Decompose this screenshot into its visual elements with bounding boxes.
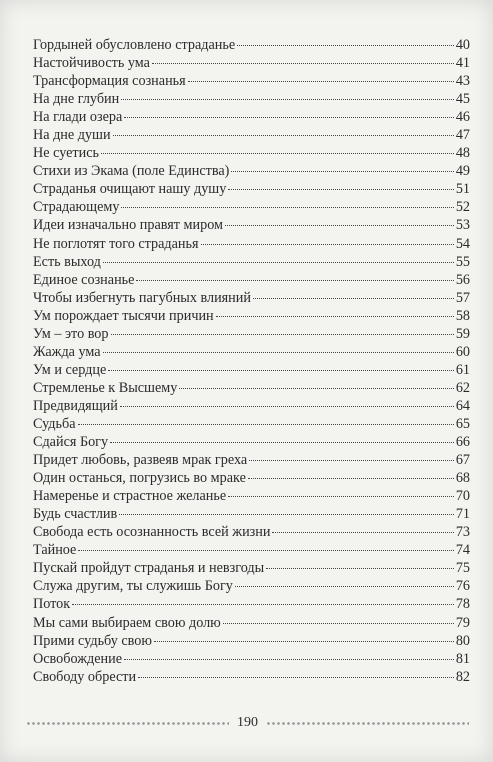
toc-page-number: 46	[455, 109, 470, 126]
toc-entry	[33, 398, 470, 416]
dot-leader	[120, 406, 454, 407]
dot-leader	[231, 171, 453, 172]
toc-title: Гордыней обусловлено страданье	[33, 37, 236, 53]
toc-title: Предвидящий	[33, 397, 118, 414]
dot-leader	[124, 117, 454, 118]
dot-leader	[179, 388, 453, 389]
toc-entry	[33, 326, 470, 344]
dot-leader	[248, 478, 454, 479]
toc-page-number: 68	[455, 470, 470, 487]
dot-leader	[111, 334, 454, 335]
dot-leader	[108, 370, 454, 371]
toc-page-number: 59	[455, 325, 470, 342]
toc-page-number: 47	[455, 127, 470, 144]
dot-leader	[152, 63, 454, 64]
toc-entry	[33, 37, 470, 55]
toc-page-number: 76	[455, 578, 470, 595]
toc-entry	[33, 633, 470, 651]
toc-title: На глади озера	[33, 109, 123, 126]
toc-title: Трансформация сознанья	[33, 73, 186, 90]
toc-entry	[33, 308, 470, 326]
toc-title: Есть выход	[33, 253, 101, 270]
toc-page-number: 81	[455, 650, 470, 667]
toc-entry	[33, 217, 470, 235]
toc-title: Страданья очищают нашу душу	[33, 181, 227, 198]
toc-page-number: 60	[455, 343, 470, 360]
toc-title: Мы сами выбираем свою долю	[33, 614, 221, 631]
toc-page-number: 73	[455, 524, 470, 541]
toc-title: Стремленье к Высшему	[33, 379, 178, 396]
toc-page-number: 56	[455, 271, 470, 288]
page-number: 190	[237, 715, 258, 730]
toc-title: Единое сознанье	[33, 271, 135, 288]
toc-entry	[33, 272, 470, 290]
toc-entry	[33, 127, 470, 145]
toc-title: Служа другим, ты служишь Богу	[33, 578, 233, 595]
toc-entry	[33, 55, 470, 73]
toc-title: На дне глубин	[33, 91, 120, 108]
toc-page-number: 54	[455, 235, 470, 252]
toc-title: Чтобы избегнуть пагубных влияний	[33, 289, 251, 306]
dot-leader	[154, 641, 454, 642]
dot-leader	[188, 81, 454, 82]
dot-leader	[235, 586, 454, 587]
dot-leader	[78, 424, 454, 425]
toc-entry	[33, 362, 470, 380]
toc-page-number: 71	[455, 506, 470, 523]
dot-leader	[228, 496, 454, 497]
toc-entry	[33, 578, 470, 596]
toc-page-number: 41	[455, 55, 470, 72]
toc-title: Судьба	[33, 415, 76, 432]
toc-title: Сдайся Богу	[33, 434, 109, 451]
toc-entry	[33, 452, 470, 470]
dot-leader	[249, 460, 454, 461]
dot-leader	[113, 135, 454, 136]
dot-leader	[121, 207, 453, 208]
toc-page-number: 78	[455, 596, 470, 613]
dot-leader	[101, 153, 454, 154]
toc-title: Прими судьбу свою	[33, 632, 152, 649]
toc-title: Ум порождает тысячи причин	[33, 307, 214, 324]
dot-leader	[124, 659, 454, 660]
toc-page-number: 51	[455, 181, 470, 198]
toc-entry	[33, 669, 470, 687]
toc-page-number: 52	[455, 199, 470, 216]
toc-entry	[33, 651, 470, 669]
toc-entry	[33, 199, 470, 217]
toc-page-number: 75	[455, 560, 470, 577]
toc-page-number: 61	[455, 361, 470, 378]
toc-title: Ум и сердце	[33, 361, 107, 378]
ornament-right	[266, 722, 469, 725]
toc-entry	[33, 434, 470, 452]
dot-leader	[78, 550, 453, 551]
toc-title: Не поглотят того страданья	[33, 235, 199, 252]
toc-title: Будь счастлив	[33, 506, 118, 523]
toc-page-number: 62	[455, 379, 470, 396]
dot-leader	[253, 298, 454, 299]
toc-title: Свобода есть осознанность всей жизни	[33, 524, 271, 541]
toc-entry	[33, 163, 470, 181]
dot-leader	[237, 45, 454, 46]
toc-title: Жажда ума	[33, 343, 101, 360]
dot-leader	[228, 189, 454, 190]
toc-page-number: 45	[455, 91, 470, 108]
toc-entry	[33, 254, 470, 272]
toc-title: Не суетись	[33, 145, 99, 162]
toc-entry	[33, 488, 470, 506]
toc-title: Тайное	[33, 542, 77, 559]
toc-page-number: 79	[455, 614, 470, 631]
page-footer	[26, 713, 469, 733]
toc-title: Намеренье и страстное желанье	[33, 488, 227, 505]
toc-page-number: 58	[455, 307, 470, 324]
dot-leader	[72, 604, 454, 605]
dot-leader	[103, 262, 454, 263]
toc-entry	[33, 344, 470, 362]
toc-entry	[33, 91, 470, 109]
toc-title: Освобождение	[33, 650, 122, 667]
toc-page-number: 82	[455, 668, 470, 685]
toc-entry	[33, 290, 470, 308]
table-of-contents	[33, 37, 470, 687]
dot-leader	[223, 623, 454, 624]
toc-page-number: 74	[455, 542, 470, 559]
ornament-left	[26, 722, 229, 725]
toc-title: Пускай пройдут страданья и невзгоды	[33, 560, 265, 577]
toc-title: На дне души	[33, 127, 111, 144]
dot-leader	[138, 677, 454, 678]
toc-page-number: 57	[455, 289, 470, 306]
dot-leader	[119, 514, 454, 515]
dot-leader	[110, 442, 454, 443]
toc-title: Страдающему	[33, 199, 120, 216]
dot-leader	[266, 568, 454, 569]
toc-page-number: 64	[455, 397, 470, 414]
toc-entry	[33, 73, 470, 91]
toc-page-number: 70	[455, 488, 470, 505]
toc-title: Поток	[33, 596, 71, 613]
dot-leader	[136, 280, 453, 281]
toc-entry	[33, 380, 470, 398]
dot-leader	[103, 352, 454, 353]
toc-entry	[33, 524, 470, 542]
toc-page-number: 65	[455, 415, 470, 432]
toc-title: Придет любовь, развеяв мрак греха	[33, 452, 248, 469]
toc-entry	[33, 236, 470, 254]
toc-title: Идеи изначально правят миром	[33, 217, 223, 234]
toc-entry	[33, 145, 470, 163]
toc-page-number: 40	[455, 37, 470, 53]
dot-leader	[201, 244, 454, 245]
toc-page-number: 55	[455, 253, 470, 270]
dot-leader	[121, 99, 454, 100]
dot-leader	[216, 316, 454, 317]
toc-page-number: 48	[455, 145, 470, 162]
toc-page-number: 43	[455, 73, 470, 90]
toc-title: Настойчивость ума	[33, 55, 150, 72]
toc-page-number: 49	[455, 163, 470, 180]
toc-page-number: 66	[455, 434, 470, 451]
toc-entry	[33, 542, 470, 560]
toc-title: Один останься, погрузись во мраке	[33, 470, 246, 487]
toc-entry	[33, 181, 470, 199]
dot-leader	[272, 532, 453, 533]
toc-entry	[33, 109, 470, 127]
toc-entry	[33, 596, 470, 614]
toc-page-number: 53	[455, 217, 470, 234]
toc-entry	[33, 560, 470, 578]
toc-entry	[33, 470, 470, 488]
toc-page-number: 80	[455, 632, 470, 649]
toc-entry	[33, 615, 470, 633]
toc-title: Ум – это вор	[33, 325, 109, 342]
dot-leader	[225, 225, 454, 226]
toc-entry	[33, 506, 470, 524]
toc-entry	[33, 416, 470, 434]
toc-title: Стихи из Экама (поле Единства)	[33, 163, 230, 180]
toc-page-number: 67	[455, 452, 470, 469]
toc-title: Свободу обрести	[33, 668, 137, 685]
